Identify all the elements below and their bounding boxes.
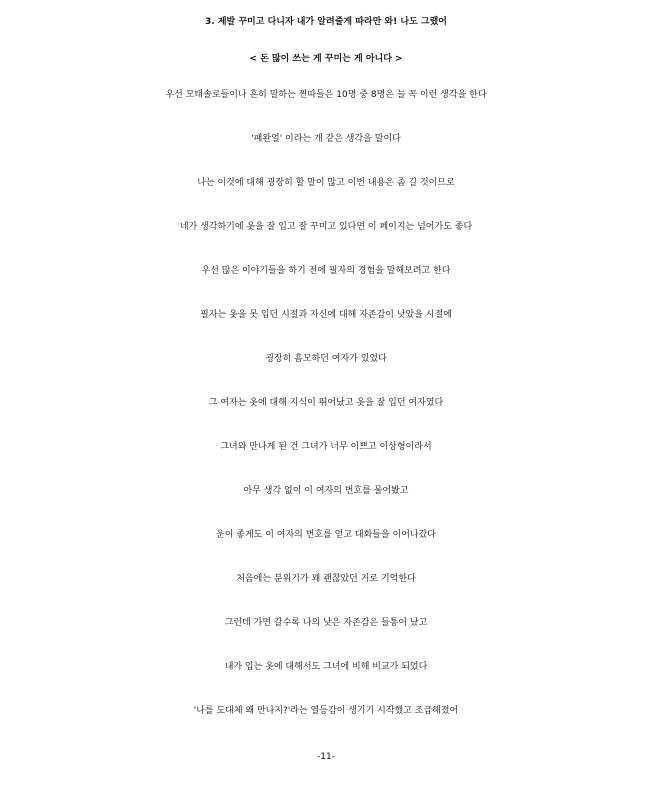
paragraph-line: 그녀와 만나게 된 건 그녀가 너무 이쁘고 이상형이라서 [220, 442, 432, 452]
paragraph-line: '나를 도대체 왜 만나지?'라는 열등감이 생기기 시작했고 조급해졌어 [193, 706, 459, 716]
paragraph-line: 우선 많은 이야기들을 하기 전에 필자의 경험을 말해보려고 한다 [201, 266, 451, 276]
paragraph-line: 운이 좋게도 이 여자의 번호를 얻고 대화들을 이어나갔다 [216, 530, 436, 540]
paragraph-line: 그런데 가면 갈수록 나의 낮은 자존감은 들통이 났고 [224, 618, 428, 628]
paragraph-line: 굉장히 흠모하던 여자가 있었다 [265, 354, 387, 364]
paragraph-line: 필자는 옷을 못 입던 시절과 자신에 대해 자존감이 낮았을 시절에 [200, 310, 452, 320]
paragraph-line: 그 여자는 옷에 대해 지식이 뛰어났고 옷을 잘 입던 여자였다 [208, 398, 444, 408]
paragraph-line: 처음에는 분위기가 꽤 괜찮았던 거로 기억한다 [236, 574, 416, 584]
paragraph-line: 우선 모태솔로들이나 흔히 말하는 찐따들은 10명 중 8명은 늘 꼭 이런 생각을 한다 [165, 90, 487, 100]
paragraph-line: 내가 입는 옷에 대해서도 그녀에 비해 비교가 되었다 [224, 662, 428, 672]
page-number: -11- [317, 752, 335, 762]
section-heading: 3. 제발 꾸미고 다니자 내가 알려줄게 따라만 와! 나도 그랬어 [205, 17, 447, 27]
paragraph-line: 아무 생각 없이 이 여자의 번호를 물어봤고 [243, 486, 409, 496]
section-subheading: < 돈 많이 쓰는 게 꾸미는 게 아니다 > [249, 54, 403, 64]
paragraph-line: 네가 생각하기에 옷을 잘 입고 잘 꾸미고 있다면 이 페이지는 넘어가도 좋다 [179, 222, 473, 232]
paragraph-line: '패완얼' 이라는 개 같은 생각을 말이다 [251, 134, 401, 144]
paragraph-line: 나는 이것에 대해 굉장히 할 말이 많고 이번 내용은 좀 길 것이므로 [197, 178, 455, 188]
